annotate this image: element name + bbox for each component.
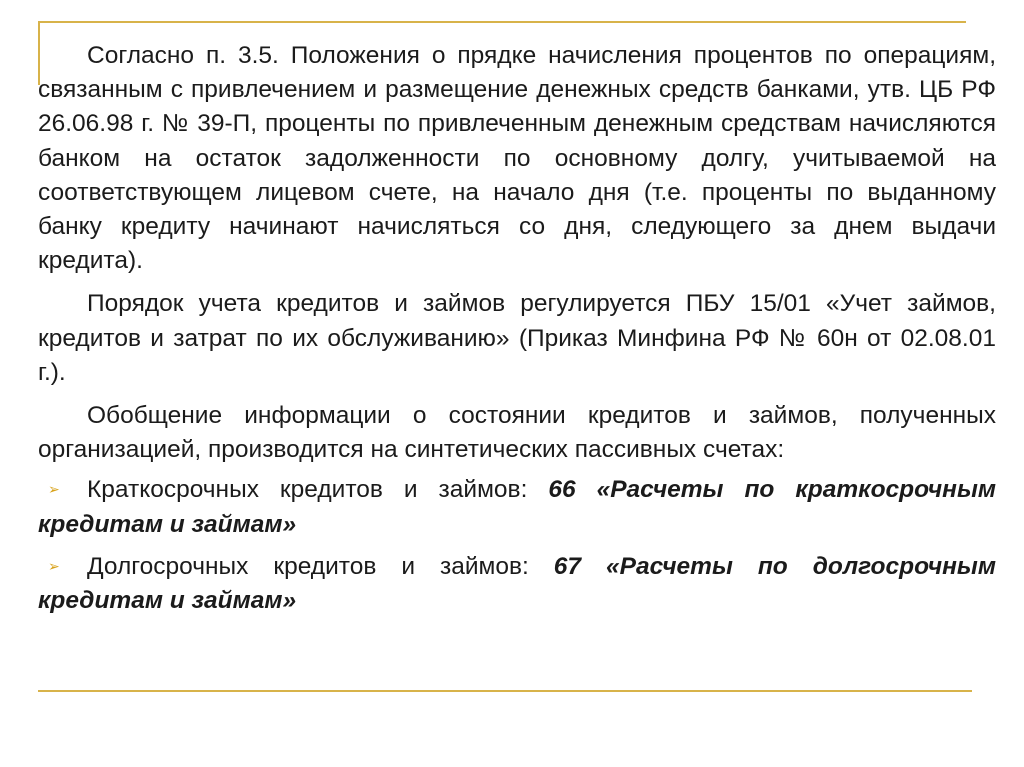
bottom-accent-rule bbox=[38, 690, 972, 692]
bullet-label: Долгосрочных кредитов и займов: bbox=[87, 552, 554, 580]
account-66: 66 «Расчеты по краткосрочным кредитам и займам» bbox=[38, 476, 996, 538]
account-67: 67 «Расчеты по долгосрочным кредитам и займам» bbox=[38, 552, 996, 615]
slide-body bbox=[38, 39, 996, 626]
paragraph-interest-accrual: Согласно п. 3.5. Положения о прядке начисления процентов по операциям, связанным с привлечением и размещение денежных средств банками, утв. ЦБ РФ 26.06.98 г. № 39-П, проценты по привлеченным денежным средствам начисляются банком на остаток задолженности по основному долгу, учитываемой на соответствующем лицевом счете, на начало дня (т.е. проценты по выданному банку кредиту начинают начисляться со дня, следующего за днем выдачи кредита). bbox=[38, 42, 996, 275]
list-item-long-term bbox=[38, 550, 996, 618]
top-accent-rule bbox=[38, 21, 966, 23]
arrow-bullet-icon: ➢ bbox=[48, 481, 60, 498]
arrow-bullet-icon: ➢ bbox=[48, 557, 60, 574]
bullet-label: Краткосрочных кредитов и займов: bbox=[87, 476, 549, 504]
list-item-short-term bbox=[38, 473, 996, 541]
paragraph-synthetic-accounts: Обобщение информации о состоянии кредитов и займов, полученных организацией, производится на синтетических пассивных счетах: bbox=[38, 402, 996, 464]
paragraph-pbu-regulation: Порядок учета кредитов и займов регулируется ПБУ 15/01 «Учет займов, кредитов и затрат по их обслуживанию» (Приказ Минфина РФ № 60н от 02.08.01 г.). bbox=[38, 290, 996, 386]
